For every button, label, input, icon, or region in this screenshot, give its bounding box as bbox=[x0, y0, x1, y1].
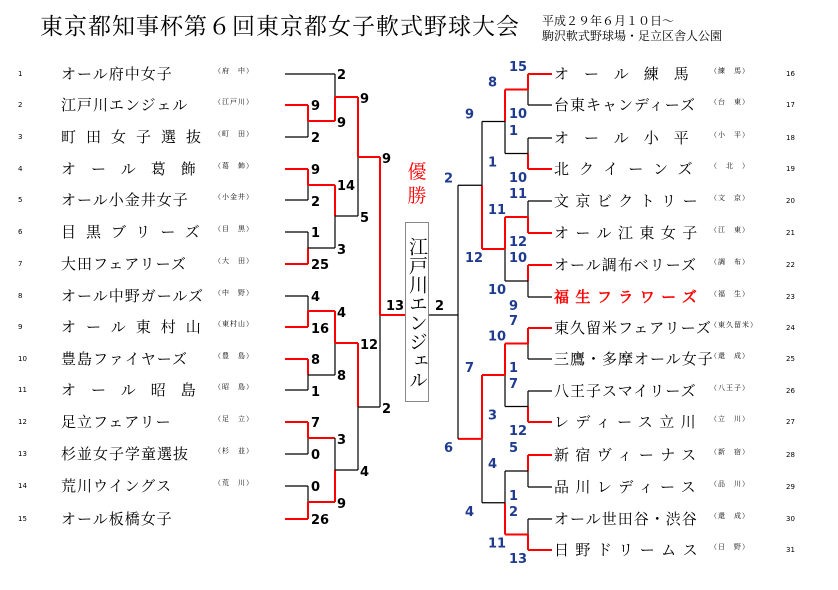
match-score: 12 bbox=[465, 251, 484, 266]
team-name: 町田女子選抜 bbox=[61, 128, 212, 146]
match-score: 1 bbox=[509, 124, 519, 139]
match-score: 25 bbox=[311, 258, 330, 273]
match-score: 1 bbox=[311, 226, 321, 241]
team-seed: 18 bbox=[786, 134, 795, 142]
team-name: オール練馬 bbox=[554, 65, 704, 83]
team-seed: 22 bbox=[786, 261, 795, 269]
team-area: （大 田） bbox=[214, 257, 254, 265]
match-score: 0 bbox=[311, 480, 321, 495]
team-area: （小 平） bbox=[710, 131, 750, 139]
team-seed: 8 bbox=[18, 292, 23, 300]
match-score: 1 bbox=[311, 385, 321, 400]
team-area: （品 川） bbox=[710, 480, 750, 488]
team-area: （府 中） bbox=[214, 67, 254, 75]
team-name: 豊島ファイヤーズ bbox=[61, 350, 188, 368]
match-score: 5 bbox=[509, 441, 519, 456]
team-name: オール小金井女子 bbox=[61, 191, 189, 209]
team-name: オール葛飾 bbox=[61, 160, 211, 178]
team-area: （還 成） bbox=[710, 512, 750, 520]
match-score: 2 bbox=[509, 505, 519, 520]
match-score: 11 bbox=[509, 187, 528, 202]
team-area: （台 東） bbox=[710, 98, 750, 106]
match-score: 8 bbox=[311, 353, 321, 368]
match-score: 9 bbox=[465, 107, 475, 123]
match-score: 4 bbox=[337, 306, 347, 321]
match-score: 6 bbox=[444, 440, 454, 456]
team-seed: 13 bbox=[18, 450, 27, 458]
match-score: 16 bbox=[311, 322, 330, 337]
match-score: 9 bbox=[382, 152, 392, 167]
match-score: 4 bbox=[311, 290, 321, 305]
team-seed: 24 bbox=[786, 324, 795, 332]
team-name: 大田フェアリーズ bbox=[61, 255, 187, 273]
match-score: 8 bbox=[488, 75, 498, 91]
team-seed: 14 bbox=[18, 482, 27, 490]
team-name: 荒川ウイングス bbox=[61, 477, 173, 495]
match-score: 9 bbox=[509, 299, 519, 314]
team-area: （足 立） bbox=[214, 415, 254, 423]
team-area: （新 宿） bbox=[710, 448, 750, 456]
match-score: 2 bbox=[337, 68, 347, 83]
team-seed: 15 bbox=[18, 515, 27, 523]
team-area: （小金井） bbox=[214, 193, 254, 201]
match-score: 14 bbox=[337, 179, 356, 194]
match-score: 9 bbox=[311, 163, 321, 178]
match-score: 5 bbox=[360, 211, 370, 226]
champion-name: 江戸川エンジェル bbox=[405, 222, 429, 402]
team-area: （練 馬） bbox=[710, 67, 750, 75]
match-score: 4 bbox=[360, 465, 370, 480]
match-score: 3 bbox=[337, 243, 347, 258]
match-score: 7 bbox=[509, 377, 519, 392]
match-score: 11 bbox=[488, 203, 507, 218]
team-seed: 31 bbox=[786, 546, 795, 554]
team-area: （杉 並） bbox=[214, 447, 254, 455]
team-name: オール江東女子 bbox=[554, 224, 704, 242]
match-score: 3 bbox=[337, 433, 347, 448]
team-name: オール調布ベリーズ bbox=[554, 256, 697, 274]
event-date: 平成２９年６月１０日～ bbox=[542, 14, 675, 28]
team-name: 品川レディース bbox=[554, 478, 703, 496]
team-name: 東久留米フェアリーズ bbox=[554, 319, 712, 337]
team-area: （日 野） bbox=[710, 543, 750, 551]
team-seed: 2 bbox=[18, 101, 23, 109]
team-seed: 10 bbox=[18, 355, 27, 363]
match-score: 2 bbox=[311, 131, 321, 146]
team-area: （東村山） bbox=[214, 320, 254, 328]
team-seed: 3 bbox=[18, 133, 23, 141]
team-name: 八王子スマイリーズ bbox=[554, 382, 697, 400]
team-area: （昭 島） bbox=[214, 383, 254, 391]
team-area: （中 野） bbox=[214, 289, 254, 297]
match-score: 0 bbox=[311, 448, 321, 463]
team-name: 新宿ヴィーナス bbox=[554, 446, 703, 464]
team-area: （調 布） bbox=[710, 258, 750, 266]
match-score: 15 bbox=[509, 60, 528, 75]
team-seed: 7 bbox=[18, 260, 23, 268]
page-title: 東京都知事杯第６回東京都女子軟式野球大会 bbox=[40, 14, 520, 40]
team-area: （荒 川） bbox=[214, 479, 254, 487]
match-score: 4 bbox=[488, 457, 498, 472]
team-name: オール中野ガールズ bbox=[61, 287, 204, 305]
match-score: 12 bbox=[360, 338, 379, 353]
team-name: 日野ドリームス bbox=[554, 541, 705, 559]
team-seed: 28 bbox=[786, 451, 795, 459]
team-seed: 9 bbox=[18, 323, 23, 331]
team-seed: 30 bbox=[786, 515, 795, 523]
match-score: 13 bbox=[509, 552, 528, 567]
team-area: （文 京） bbox=[710, 194, 750, 202]
match-score: 26 bbox=[311, 513, 330, 528]
team-name: オール板橋女子 bbox=[61, 510, 173, 528]
match-score: 9 bbox=[337, 116, 347, 131]
team-seed: 23 bbox=[786, 293, 795, 301]
team-area: （還 成） bbox=[710, 352, 750, 360]
team-area: （八王子） bbox=[710, 384, 750, 392]
team-area: （ 北 ） bbox=[710, 162, 750, 170]
team-seed: 29 bbox=[786, 483, 795, 491]
team-name: オール世田谷・渋谷 bbox=[554, 510, 698, 528]
team-area: （目 黒） bbox=[214, 225, 254, 233]
team-seed: 20 bbox=[786, 197, 795, 205]
team-name: オール府中女子 bbox=[61, 65, 173, 83]
match-score: 2 bbox=[435, 299, 445, 314]
match-score: 2 bbox=[444, 171, 454, 187]
match-score: 1 bbox=[488, 155, 498, 171]
team-area: （豊 島） bbox=[214, 352, 254, 360]
team-name: 台東キャンディーズ bbox=[554, 96, 697, 114]
match-score: 9 bbox=[360, 92, 370, 107]
team-name: 北クイーンズ bbox=[554, 160, 703, 178]
team-seed: 19 bbox=[786, 165, 795, 173]
match-score: 3 bbox=[488, 408, 498, 424]
team-seed: 6 bbox=[18, 228, 23, 236]
match-score: 9 bbox=[311, 99, 321, 114]
event-venue: 駒沢軟式野球場・足立区舎人公園 bbox=[542, 29, 723, 43]
team-area: （町 田） bbox=[214, 130, 254, 138]
match-score: 10 bbox=[509, 171, 528, 186]
team-area: （福 生） bbox=[710, 290, 750, 298]
team-name: 福生フラワーズ bbox=[554, 288, 704, 306]
team-seed: 26 bbox=[786, 387, 795, 395]
match-score: 1 bbox=[509, 489, 519, 504]
match-score: 7 bbox=[465, 361, 475, 376]
match-score: 12 bbox=[509, 424, 528, 439]
team-seed: 5 bbox=[18, 196, 23, 204]
team-name: オール小平 bbox=[554, 129, 704, 147]
match-score: 10 bbox=[488, 329, 507, 345]
team-seed: 17 bbox=[786, 101, 795, 109]
match-score: 10 bbox=[509, 251, 528, 266]
team-name: 三鷹・多摩オール女子 bbox=[554, 350, 714, 368]
match-score: 4 bbox=[465, 504, 475, 520]
match-score: 12 bbox=[509, 235, 528, 250]
match-score: 8 bbox=[337, 369, 347, 384]
team-area: （江 東） bbox=[710, 226, 750, 234]
team-name: 足立フェアリー bbox=[61, 413, 172, 431]
team-seed: 1 bbox=[18, 70, 23, 78]
team-name: 目黒ブリーズ bbox=[61, 223, 210, 241]
team-name: オール昭島 bbox=[61, 381, 211, 399]
team-seed: 25 bbox=[786, 355, 795, 363]
team-area: （東久留米） bbox=[710, 321, 758, 329]
match-score: 7 bbox=[509, 314, 519, 329]
match-score: 9 bbox=[337, 497, 347, 512]
team-seed: 21 bbox=[786, 229, 795, 237]
match-score: 10 bbox=[509, 107, 528, 122]
team-name: オール東村山 bbox=[61, 318, 211, 336]
match-score: 11 bbox=[488, 536, 507, 552]
team-seed: 27 bbox=[786, 418, 795, 426]
team-seed: 4 bbox=[18, 165, 23, 173]
team-seed: 16 bbox=[786, 70, 795, 78]
team-name: 文京ビクトリー bbox=[554, 192, 705, 210]
match-score: 7 bbox=[311, 416, 321, 431]
team-name: レディース立川 bbox=[554, 413, 703, 431]
team-area: （江戸川） bbox=[214, 98, 254, 106]
team-name: 江戸川エンジェル bbox=[61, 96, 189, 114]
team-area: （立 川） bbox=[710, 415, 750, 423]
team-area: （葛 飾） bbox=[214, 162, 254, 170]
champion-label: 優勝 bbox=[407, 161, 427, 207]
team-name: 杉並女子学童選抜 bbox=[61, 445, 190, 463]
match-score: 1 bbox=[509, 361, 519, 376]
team-seed: 11 bbox=[18, 386, 27, 394]
match-score: 10 bbox=[488, 283, 507, 298]
team-seed: 12 bbox=[18, 418, 27, 426]
match-score: 2 bbox=[382, 402, 392, 417]
match-score: 2 bbox=[311, 195, 321, 210]
match-score: 13 bbox=[386, 299, 405, 314]
